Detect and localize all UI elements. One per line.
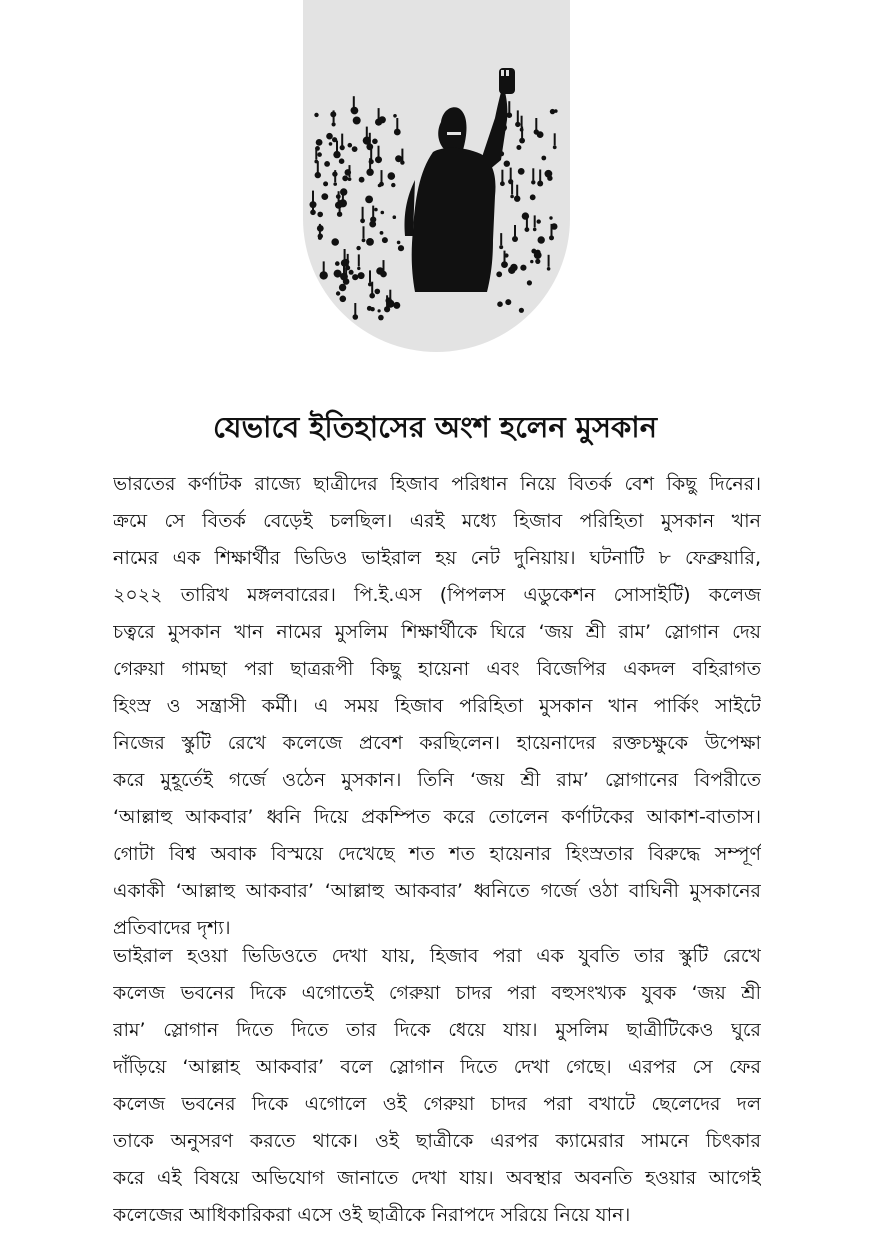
hijab-protest-raised-fist-illustration <box>303 0 570 352</box>
paragraph-line: রাম’ স্লোগান দিতে দিতে তার দিকে ধেয়ে যায়। মুসলিম ছাত্রীটিকেও ঘুরে <box>113 1019 761 1041</box>
paragraph-line: তাকে অনুসরণ করতে থাকে। ওই ছাত্রীকে এরপর ক্যামেরার সামনে চিৎকার <box>113 1130 761 1152</box>
paragraph-line: ভারতের কর্ণাটক রাজ্যে ছাত্রীদের হিজাব পরিধান নিয়ে বিতর্ক বেশ কিছু দিনের। <box>113 473 761 495</box>
paragraph-line: গোটা বিশ্ব অবাক বিস্ময়ে দেখেছে শত শত হায়েনার হিংস্রতার বিরুদ্ধে সম্পূর্ণ <box>113 843 761 865</box>
paragraph-line: ক্রমে সে বিতর্ক বেড়েই চলছিল। এরই মধ্যে হিজাব পরিহিতা মুসকান খান <box>113 510 761 532</box>
article-title: যেভাবে ইতিহাসের অংশ হলেন মুসকান <box>212 410 658 445</box>
paragraph-line: করে এই বিষয়ে অভিযোগ জানাতে দেখা যায়। অবস্থার অবনতি হওয়ার আগেই <box>113 1167 761 1189</box>
article-paragraph <box>113 938 761 1234</box>
paragraph-line: প্রতিবাদের দৃশ্য। <box>113 917 231 939</box>
paragraph-line: ভাইরাল হওয়া ভিডিওতে দেখা যায়, হিজাব পরা এক যুবতি তার স্কুটি রেখে <box>113 945 761 967</box>
paragraph-line: ‘আল্লাহু আকবার’ ধ্বনি দিয়ে প্রকম্পিত করে তোলেন কর্ণাটকের আকাশ-বাতাস। <box>113 806 761 828</box>
paragraph-line: কলেজ ভবনের দিকে এগোলে ওই গেরুয়া চাদর পরা বখাটে ছেলেদের দল <box>113 1093 761 1115</box>
article-paragraph <box>113 466 761 947</box>
illustration-banner <box>303 0 570 352</box>
paragraph-line: হিংস্র ও সন্ত্রাসী কর্মী। এ সময় হিজাব পরিহিতা মুসকান খান পার্কিং সাইটে <box>113 695 761 717</box>
paragraph-line: কলেজ ভবনের দিকে এগোতেই গেরুয়া চাদর পরা বহুসংখ্যক যুবক ‘জয় শ্রী <box>113 982 761 1004</box>
paragraph-line: নামের এক শিক্ষার্থীর ভিডিও ভাইরাল হয় নেট দুনিয়ায়। ঘটনাটি ৮ ফেব্রুয়ারি, <box>113 547 761 569</box>
paragraph-line: কলেজের আধিকারিকরা এসে ওই ছাত্রীকে নিরাপদে সরিয়ে নিয়ে যান। <box>113 1204 631 1226</box>
paragraph-line: চত্বরে মুসকান খান নামের মুসলিম শিক্ষার্থীকে ঘিরে ‘জয় শ্রী রাম’ স্লোগান দেয় <box>113 621 761 643</box>
paragraph-line: একাকী ‘আল্লাহু আকবার’ ‘আল্লাহু আকবার’ ধ্বনিতে গর্জে ওঠা বাঘিনী মুসকানের <box>113 880 761 902</box>
paragraph-line: নিজের স্কুটি রেখে কলেজে প্রবেশ করছিলেন। হায়েনাদের রক্তচক্ষুকে উপেক্ষা <box>113 732 761 754</box>
paragraph-line: ২০২২ তারিখ মঙ্গলবারের। পি.ই.এস (পিপলস এডুকেশন সোসাইটি) কলেজ <box>113 584 761 606</box>
paragraph-line: করে মুহূর্তেই গর্জে ওঠেন মুসকান। তিনি ‘জয় শ্রী রাম’ স্লোগানের বিপরীতে <box>113 769 761 791</box>
paragraph-line: দাঁড়িয়ে ‘আল্লাহ আকবার’ বলে স্লোগান দিতে দেখা গেছে। এরপর সে ফের <box>113 1056 761 1078</box>
paragraph-line: গেরুয়া গামছা পরা ছাত্ররূপী কিছু হায়েনা এবং বিজেপির একদল বহিরাগত <box>113 658 761 680</box>
